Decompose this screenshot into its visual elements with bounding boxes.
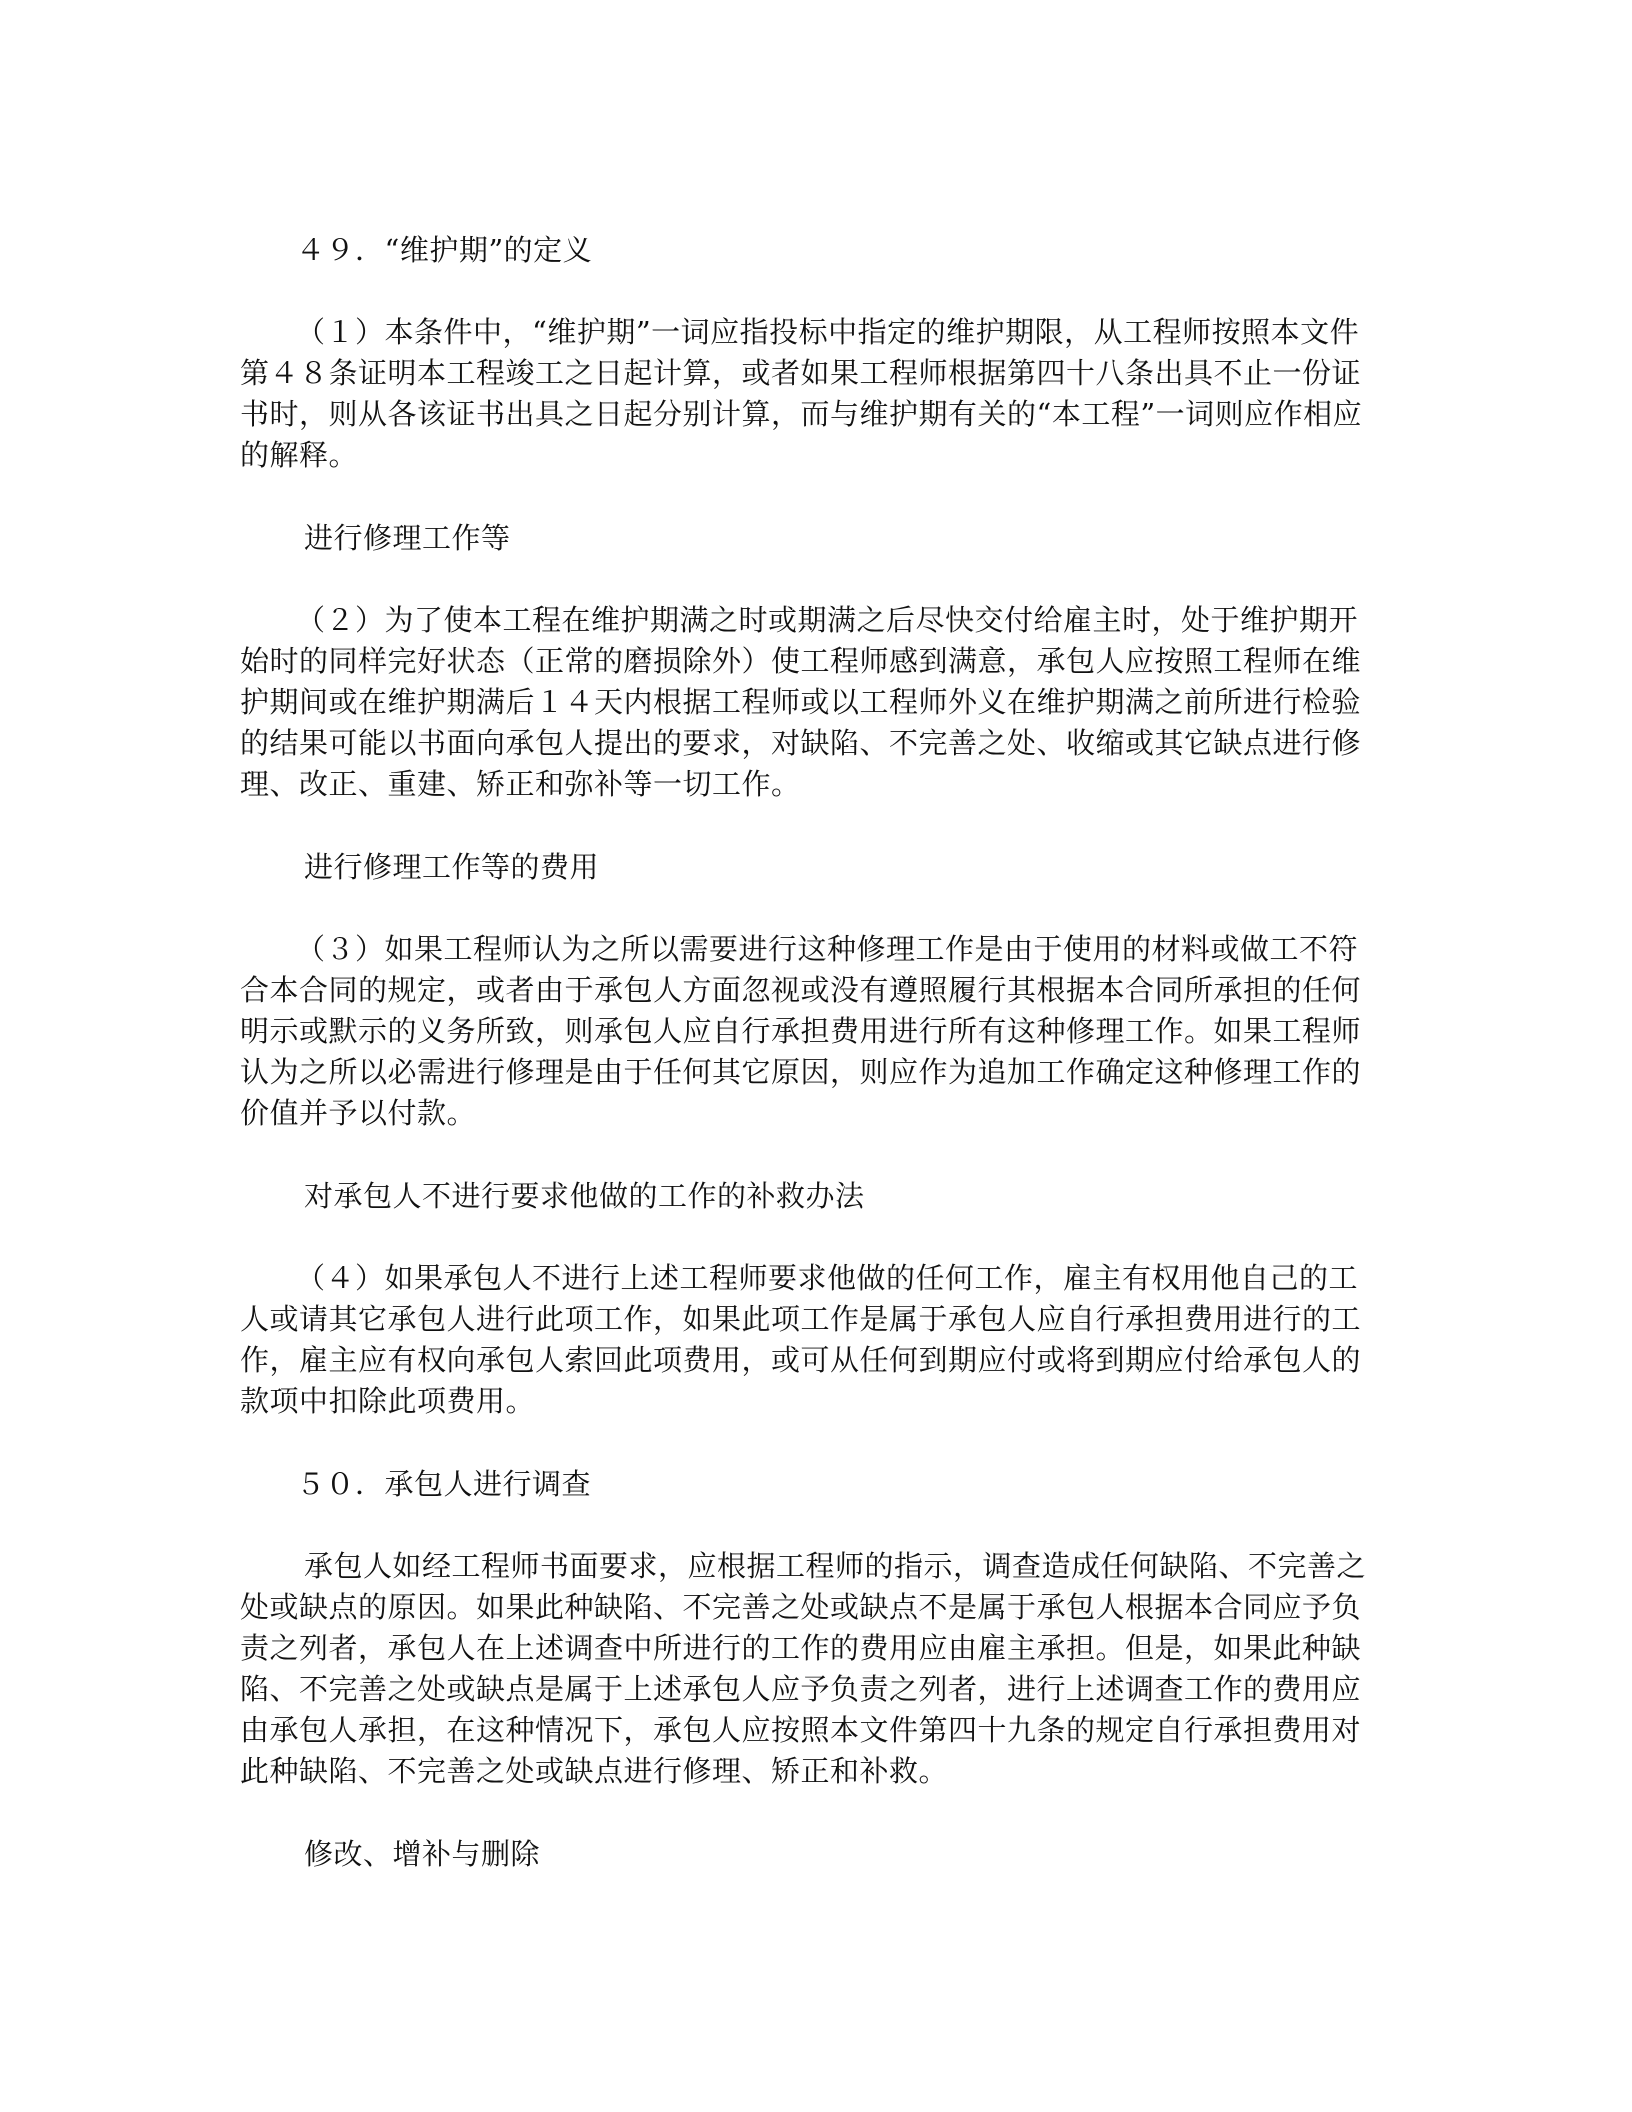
clause-50-paragraph: 承包人如经工程师书面要求，应根据工程师的指示，调查造成任何缺陷、不完善之处或缺点的原因。如果此种缺陷、不完善之处或缺点不是属于承包人根据本合同应予负责之列者，承包人在上述调查中所进行的工作的费用应由雇主承担。但是，如果此种缺陷、不完善之处或缺点是属于上述承包人应予负责之列者，进行上述调查工作的费用应由承包人承担，在这种情况下，承包人应按照本文件第四十九条的规定自行承担费用对此种缺陷、不完善之处或缺点进行修理、矫正和补救。: [240, 1549, 1367, 1788]
clause-50-heading: ５０．承包人进行调查: [296, 1467, 592, 1501]
clause-49-paragraph-4: （４）如果承包人不进行上述工程师要求他做的任何工作，雇主有权用他自己的工人或请其它承包人进行此项工作，如果此项工作是属于承包人应自行承担费用进行的工作，雇主应有权向承包人索回此项费用，或可从任何到期应付或将到期应付给承包人的款项中扣除此项费用。: [240, 1261, 1362, 1418]
subheading-repair-cost: 进行修理工作等的费用: [304, 850, 600, 884]
clause-49-heading: ４９．“维护期”的定义: [296, 233, 593, 267]
subheading-repair-work: 进行修理工作等: [304, 521, 511, 555]
subheading-remedy: 对承包人不进行要求他做的工作的补救办法: [304, 1179, 865, 1213]
subheading-modifications: 修改、增补与删除: [304, 1837, 541, 1871]
clause-49-paragraph-3: （３）如果工程师认为之所以需要进行这种修理工作是由于使用的材料或做工不符合本合同的规定，或者由于承包人方面忽视或没有遵照履行其根据本合同所承担的任何明示或默示的义务所致，则承包人应自行承担费用进行所有这种修理工作。如果工程师认为之所以必需进行修理是由于任何其它原因，则应作为追加工作确定这种修理工作的价值并予以付款。: [240, 932, 1362, 1130]
clause-49-paragraph-2: （２）为了使本工程在维护期满之时或期满之后尽快交付给雇主时，处于维护期开始时的同样完好状态（正常的磨损除外）使工程师感到满意，承包人应按照工程师在维护期间或在维护期满后１４天内根据工程师或以工程师外义在维护期满之前所进行检验的结果可能以书面向承包人提出的要求，对缺陷、不完善之处、收缩或其它缺点进行修理、改正、重建、矫正和弥补等一切工作。: [240, 603, 1362, 801]
clause-49-paragraph-1: （１）本条件中，“维护期”一词应指投标中指定的维护期限，从工程师按照本文件第４８条证明本工程竣工之日起计算，或者如果工程师根据第四十八条出具不止一份证书时，则从各该证书出具之日起分别计算，而与维护期有关的“本工程”一词则应作相应的解释。: [240, 315, 1363, 472]
document-page: [240, 0, 1380, 2112]
